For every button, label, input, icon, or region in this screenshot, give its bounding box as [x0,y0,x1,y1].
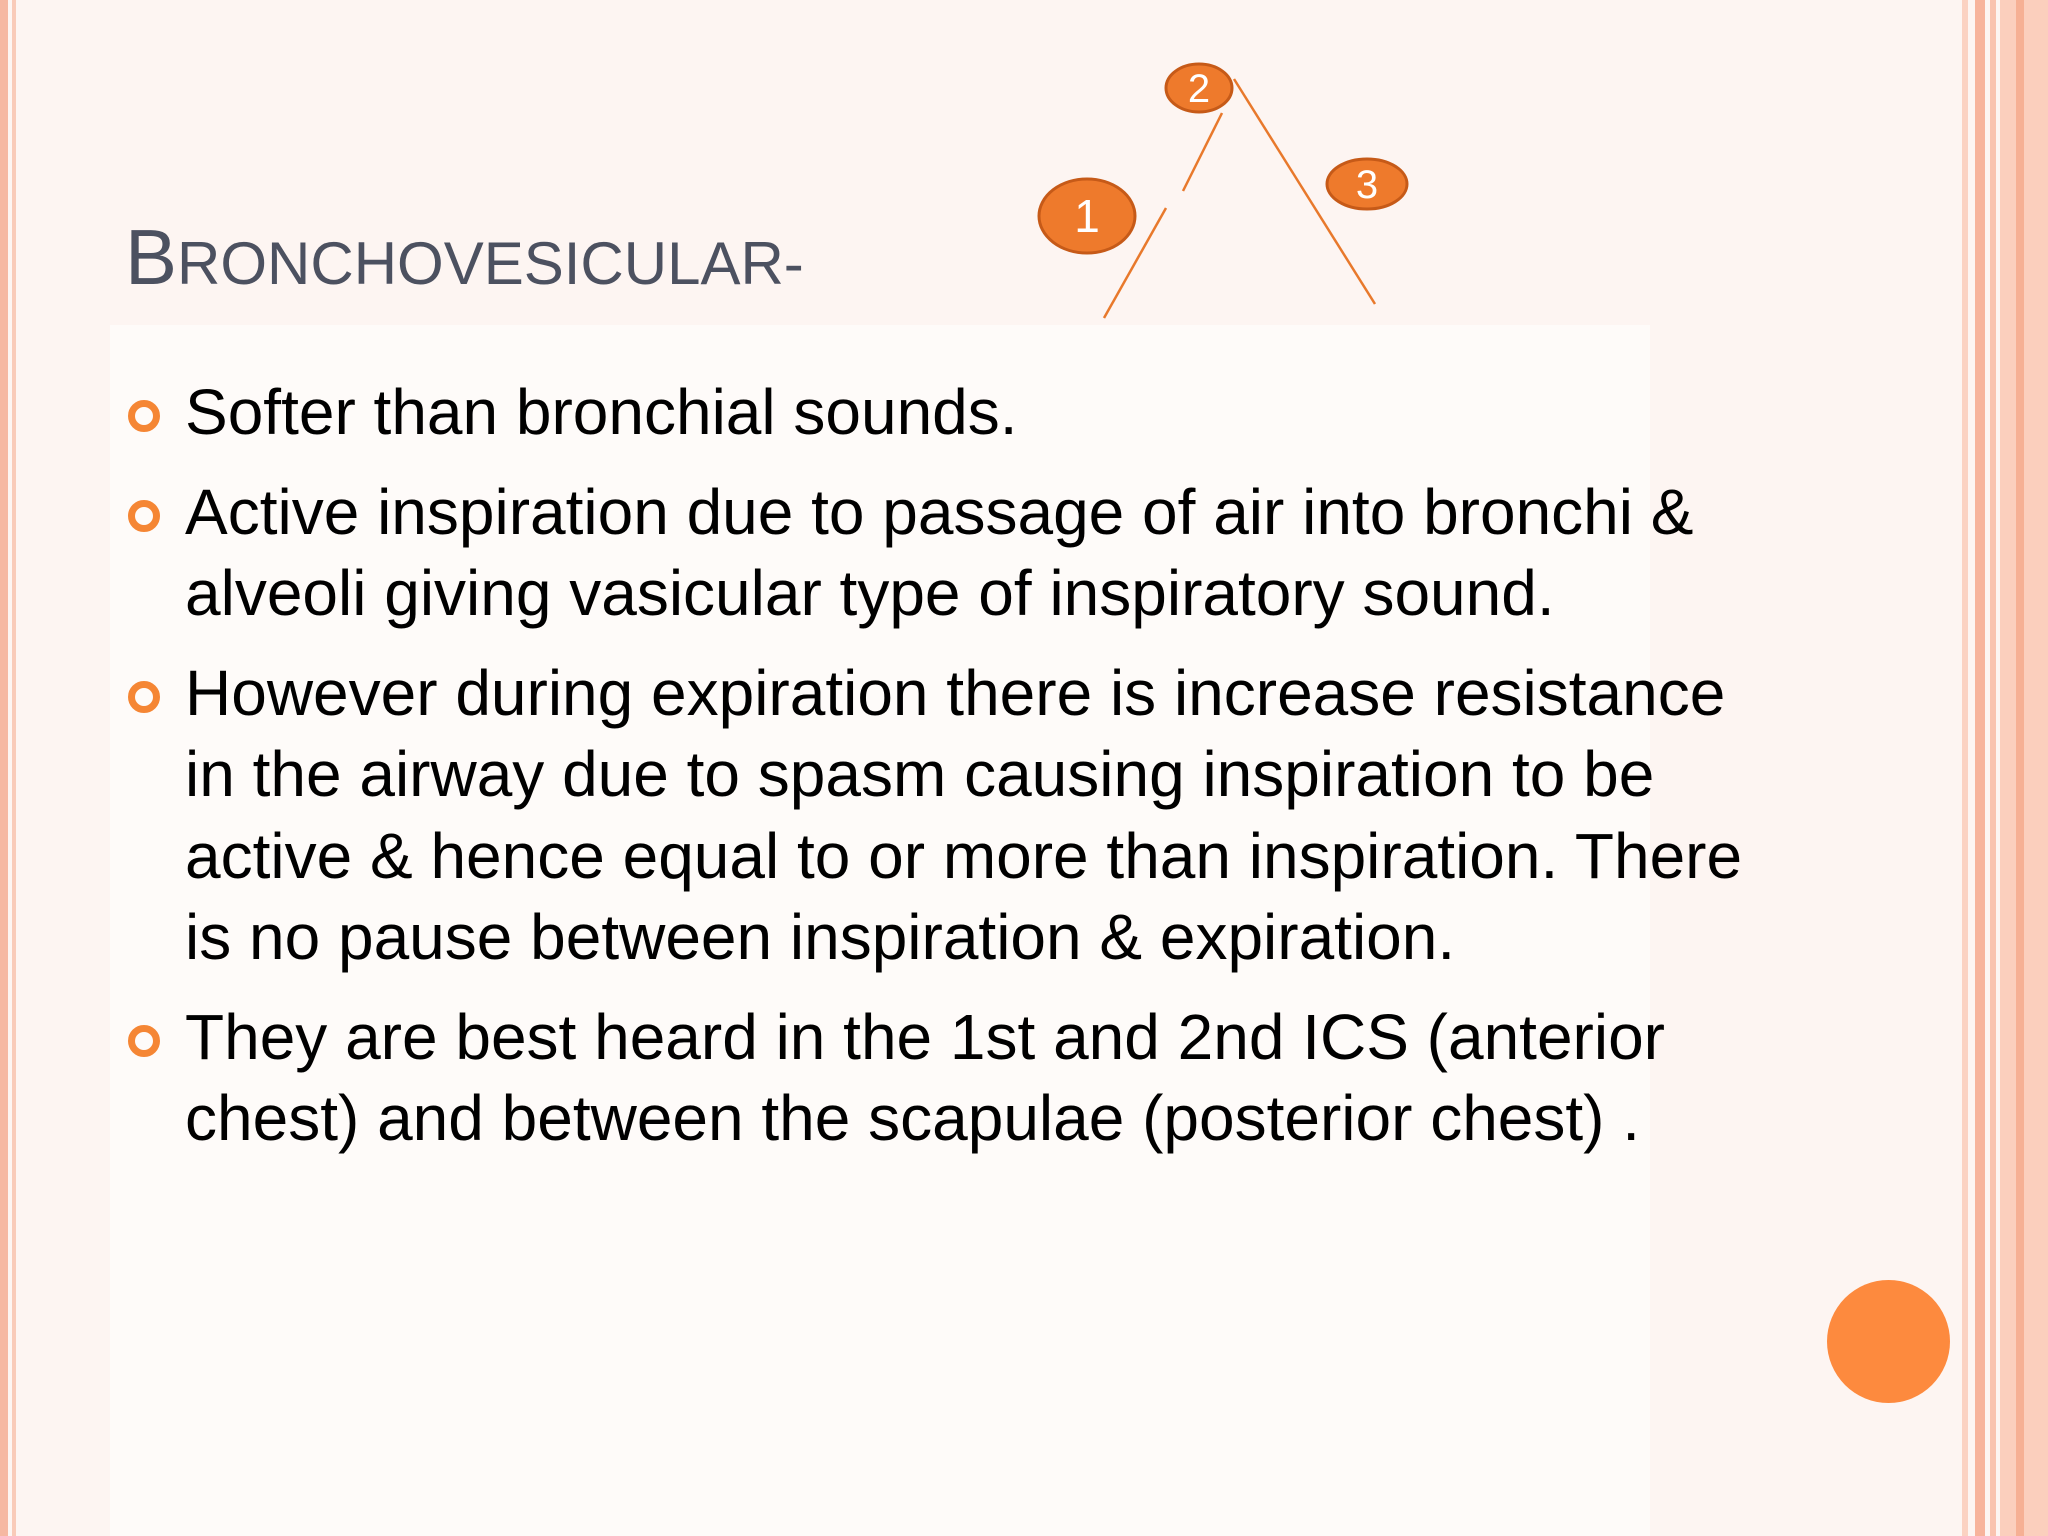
bullet-list [125,372,1745,1178]
title-initial: B [125,213,178,301]
left-border-stripe-thin [12,0,16,1536]
bullet-text: Softer than bronchial sounds. [185,376,1018,448]
bullet-text: However during expiration there is increase resistance in the airway due to spasm causing inspiration to be active & hence equal to or more than inspiration. There is no pause between inspiration & expiration. [185,656,1743,973]
title-rest: RONCHOVESICULAR- [177,230,804,297]
label-1-text: 1 [1074,190,1100,242]
label-2-text: 2 [1187,67,1211,111]
bullet-item [125,997,1745,1160]
bullet-text: Active inspiration due to passage of air into bronchi & alveoli giving vasicular type of inspiratory sound. [185,475,1694,629]
slide-title [125,212,804,309]
right-border-stripe [1975,0,1985,1536]
hollow-circle-bullet-icon [128,500,160,532]
bullet-item [125,472,1745,635]
hollow-circle-bullet-icon [128,1025,160,1057]
inspiration-line-upper [1183,113,1222,191]
decorative-orange-circle [1827,1280,1950,1403]
right-border-stripe [2016,0,2024,1536]
right-border-stripe [1962,0,1968,1536]
left-border-stripe [0,0,8,1536]
right-border-stripe [1990,0,1996,1536]
breath-sound-diagram [1020,55,1460,335]
right-border-band [2000,0,2048,1536]
bullet-text: They are best heard in the 1st and 2nd ICS (anterior chest) and between the scapulae (posterior chest) . [185,1000,1665,1154]
hollow-circle-bullet-icon [128,400,160,432]
bullet-item [125,372,1745,454]
label-badge-2 [1166,64,1232,112]
hollow-circle-bullet-icon [128,681,160,713]
label-3-text: 3 [1355,163,1379,207]
label-badge-1 [1039,179,1135,253]
bullet-item [125,653,1745,979]
label-badge-3 [1327,159,1407,209]
